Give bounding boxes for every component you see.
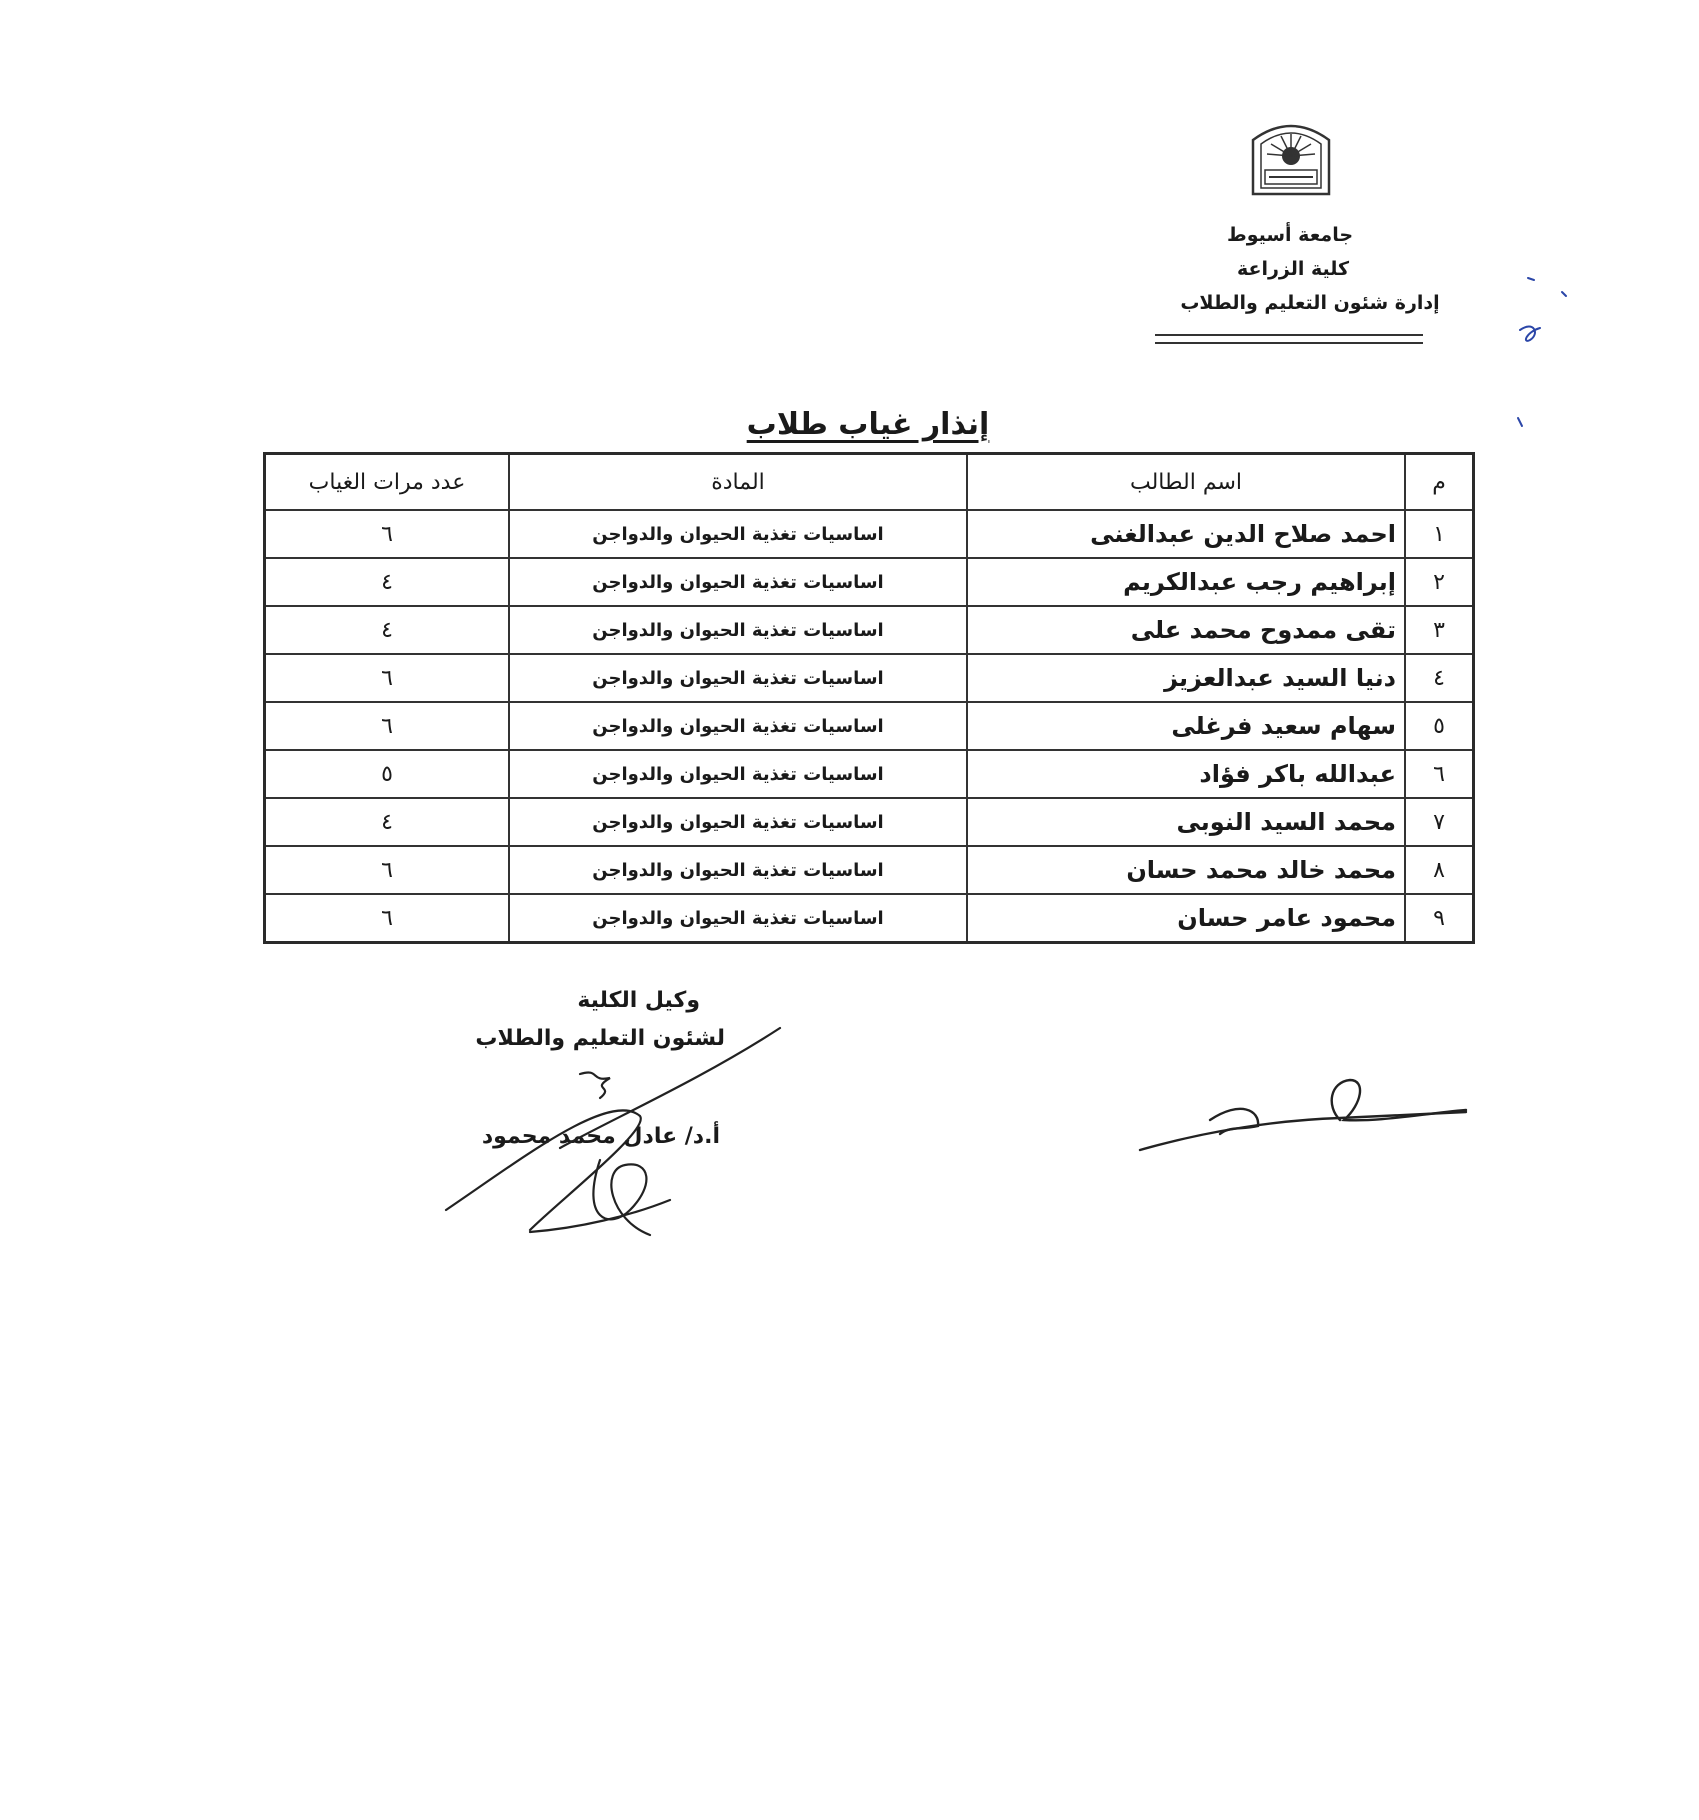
student-name: احمد صلاح الدين عبدالغنى	[967, 510, 1405, 558]
student-name: محمود عامر حسان	[967, 894, 1405, 943]
row-number: ٦	[1405, 750, 1474, 798]
pen-marks	[1500, 270, 1620, 440]
table-header-row	[265, 454, 1474, 511]
table-row	[265, 846, 1474, 894]
table-row	[265, 750, 1474, 798]
absence-count: ٤	[265, 798, 510, 846]
subject-name: اساسيات تغذية الحيوان والدواجن	[509, 654, 967, 702]
column-header-absence-count: عدد مرات الغياب	[265, 454, 510, 511]
subject-name: اساسيات تغذية الحيوان والدواجن	[509, 606, 967, 654]
absence-count: ٦	[265, 702, 510, 750]
table-row	[265, 702, 1474, 750]
absence-table	[263, 452, 1475, 944]
column-header-subject: المادة	[509, 454, 967, 511]
column-header-student: اسم الطالب	[967, 454, 1405, 511]
table-row	[265, 894, 1474, 943]
column-header-number: م	[1405, 454, 1474, 511]
absence-count: ٦	[265, 510, 510, 558]
signer-role-detail: لشئون التعليم والطلاب	[475, 1026, 725, 1051]
absence-count: ٥	[265, 750, 510, 798]
student-name: تقى ممدوح محمد على	[967, 606, 1405, 654]
absence-count: ٤	[265, 606, 510, 654]
table-row	[265, 798, 1474, 846]
table-row	[265, 510, 1474, 558]
document-header	[1160, 218, 1460, 320]
row-number: ٩	[1405, 894, 1474, 943]
absence-count: ٤	[265, 558, 510, 606]
department-name: إدارة شئون التعليم والطلاب	[1180, 292, 1440, 314]
table-row	[265, 606, 1474, 654]
student-name: محمد خالد محمد حسان	[967, 846, 1405, 894]
header-divider	[1155, 334, 1423, 344]
row-number: ٣	[1405, 606, 1474, 654]
signer-role: وكيل الكلية	[577, 988, 700, 1013]
student-name: دنيا السيد عبدالعزيز	[967, 654, 1405, 702]
university-logo	[1245, 118, 1337, 196]
subject-name: اساسيات تغذية الحيوان والدواجن	[509, 510, 967, 558]
table-row	[265, 558, 1474, 606]
subject-name: اساسيات تغذية الحيوان والدواجن	[509, 558, 967, 606]
subject-name: اساسيات تغذية الحيوان والدواجن	[509, 894, 967, 943]
student-name: سهام سعيد فرغلى	[967, 702, 1405, 750]
absence-count: ٦	[265, 654, 510, 702]
row-number: ٨	[1405, 846, 1474, 894]
handwritten-signature	[1130, 1060, 1480, 1160]
row-number: ٢	[1405, 558, 1474, 606]
handwritten-signature-dean	[440, 1020, 800, 1250]
subject-name: اساسيات تغذية الحيوان والدواجن	[509, 750, 967, 798]
absence-count: ٦	[265, 894, 510, 943]
subject-name: اساسيات تغذية الحيوان والدواجن	[509, 798, 967, 846]
row-number: ٧	[1405, 798, 1474, 846]
subject-name: اساسيات تغذية الحيوان والدواجن	[509, 702, 967, 750]
row-number: ١	[1405, 510, 1474, 558]
student-name: عبدالله باكر فؤاد	[967, 750, 1405, 798]
row-number: ٥	[1405, 702, 1474, 750]
student-name: إبراهيم رجب عبدالكريم	[967, 558, 1405, 606]
university-name: جامعة أسيوط	[1226, 224, 1354, 246]
subject-name: اساسيات تغذية الحيوان والدواجن	[509, 846, 967, 894]
row-number: ٤	[1405, 654, 1474, 702]
absence-count: ٦	[265, 846, 510, 894]
student-name: محمد السيد النوبى	[967, 798, 1405, 846]
table-row	[265, 654, 1474, 702]
faculty-name: كلية الزراعة	[1236, 258, 1350, 280]
document-title: إنذار غياب طلاب	[746, 407, 990, 442]
signer-name: أ.د/ عادل محمد محمود	[481, 1124, 720, 1149]
